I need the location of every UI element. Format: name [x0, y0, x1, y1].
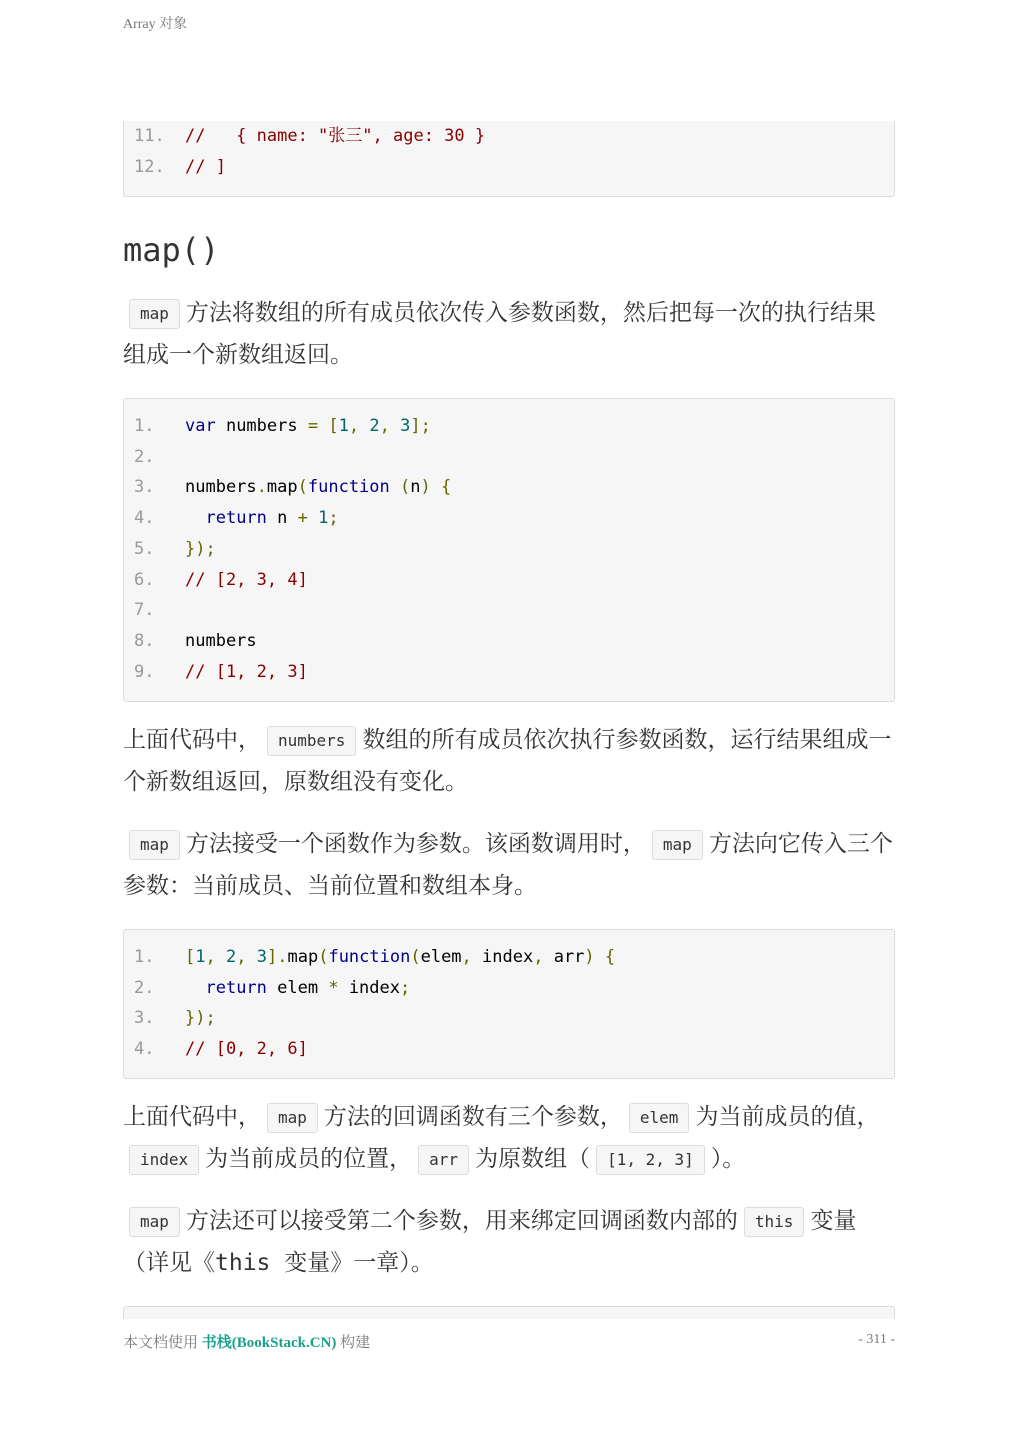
paragraph-text: 方法还可以接受第二个参数，用来绑定回调函数内部的 — [185, 1208, 738, 1234]
running-title: Array 对象 — [123, 17, 188, 32]
code-token: ( — [410, 947, 421, 967]
code-token: return — [205, 508, 267, 529]
code-token: , — [205, 947, 216, 967]
code-block-next-clipped — [123, 1306, 895, 1319]
paragraph-text: 为当前成员的值， — [695, 1104, 880, 1130]
code-token: ( — [400, 477, 411, 498]
code-token — [318, 416, 328, 436]
code-token — [308, 508, 318, 528]
code-token — [359, 416, 369, 436]
code-token: [ — [185, 947, 196, 967]
line-number: 8. — [134, 630, 155, 651]
paragraph-text: 上面代码中， — [123, 727, 261, 753]
code-token: ( — [297, 477, 308, 498]
line-number: 4. — [134, 508, 155, 529]
code-token: n — [410, 477, 421, 498]
code-token: // [0, 2, 6] — [185, 1039, 308, 1060]
inline-code: arr — [418, 1145, 469, 1175]
inline-code: index — [129, 1145, 199, 1175]
line-number: 9. — [134, 661, 155, 682]
paragraph-text: 方法向它传入三个参数：当前成员、当前位置和数组本身。 — [123, 831, 893, 899]
paragraph-text: 为当前成员的位置， — [205, 1146, 413, 1172]
paragraph-text-mono: this 变量 — [215, 1250, 331, 1276]
code-text — [185, 973, 410, 1003]
code-token: function — [307, 477, 390, 498]
code-token: , — [348, 416, 360, 436]
section-heading: map() — [123, 231, 220, 269]
code-token: , — [533, 947, 544, 967]
paragraph-text: 》一章）。 — [330, 1250, 434, 1276]
code-text — [185, 472, 451, 502]
inline-code: numbers — [267, 726, 356, 756]
paragraph-explain-1 — [123, 719, 895, 803]
code-text — [185, 411, 431, 441]
code-block-continued — [123, 121, 895, 197]
code-token — [247, 947, 257, 967]
footer-brand-link[interactable]: 书栈(BookStack.CN) — [201, 1335, 337, 1351]
footer-prefix: 本文档使用 — [123, 1335, 202, 1351]
code-token: { — [441, 477, 452, 498]
code-token: elem — [266, 977, 329, 998]
code-token: numbers — [215, 416, 308, 436]
code-text — [185, 657, 308, 687]
paragraph-text: 方法将数组的所有成员依次传入参数函数，然后把每一次的执行结果组成一个新数组返回。 — [123, 300, 876, 368]
inline-code: elem — [629, 1103, 690, 1133]
inline-code: map — [129, 830, 180, 860]
code-token: [ — [328, 416, 339, 436]
code-token: 1 — [318, 508, 329, 529]
paragraph-params — [123, 823, 895, 907]
paragraph-text: 变量（详见《 — [123, 1208, 857, 1276]
code-token: 3 — [256, 947, 267, 967]
code-text — [185, 1003, 216, 1033]
code-token: , — [236, 947, 247, 967]
code-token: 1 — [195, 947, 206, 967]
code-text — [185, 534, 216, 564]
inline-code: this — [744, 1207, 805, 1237]
code-token — [595, 947, 605, 967]
code-token: = — [307, 416, 319, 436]
paragraph-text: 方法的回调函数有三个参数， — [323, 1104, 623, 1130]
code-token: 2 — [369, 416, 380, 436]
line-number: 2. — [134, 977, 155, 998]
code-token: ; — [400, 977, 411, 998]
footer-suffix: 构建 — [336, 1335, 371, 1351]
line-number: 1. — [134, 416, 155, 436]
code-token — [185, 508, 205, 528]
line-number: 5. — [134, 538, 155, 559]
code-token: 2 — [226, 947, 237, 967]
inline-code: map — [652, 830, 703, 860]
paragraph-explain-2 — [123, 1096, 895, 1180]
code-token: elem — [420, 947, 462, 967]
code-token: index — [338, 977, 400, 998]
inline-code: map — [267, 1103, 318, 1133]
code-token: }); — [185, 538, 216, 559]
code-token: ]; — [410, 416, 431, 436]
line-number: 7. — [134, 600, 155, 621]
code-token: return — [205, 977, 267, 998]
inline-code: map — [129, 299, 180, 329]
code-text — [185, 565, 308, 595]
code-token: . — [256, 477, 267, 498]
code-text — [185, 152, 226, 182]
code-text — [185, 121, 485, 151]
line-number: 2. — [134, 446, 155, 467]
code-token: index — [471, 947, 534, 967]
code-token: // ] — [185, 156, 226, 177]
code-token: // [2, 3, 4] — [185, 569, 308, 590]
code-block-map-params — [123, 929, 895, 1079]
code-token: + — [297, 508, 308, 529]
code-text — [185, 1034, 308, 1064]
code-token: n — [266, 508, 298, 529]
code-token: { — [604, 947, 616, 967]
code-token: ]. — [267, 947, 288, 967]
paragraph-text: 方法接受一个函数作为参数。该函数调用时， — [185, 831, 646, 857]
inline-code: map — [129, 1207, 180, 1237]
code-token: 3 — [400, 416, 411, 436]
code-token: map — [287, 947, 319, 967]
code-token: numbers — [185, 630, 257, 651]
inline-code: [1, 2, 3] — [596, 1145, 705, 1175]
paragraph-map-intro — [123, 292, 895, 376]
code-token — [431, 477, 441, 497]
code-token — [390, 416, 400, 436]
line-number: 3. — [134, 477, 155, 498]
line-number: 12. — [134, 156, 165, 177]
code-block-map-example — [123, 398, 895, 702]
paragraph-text: 为原数组（ — [475, 1146, 591, 1172]
code-token: numbers — [185, 477, 257, 498]
line-number: 11. — [134, 126, 165, 146]
code-token: ) — [584, 947, 595, 967]
line-number: 1. — [134, 947, 155, 967]
code-token — [390, 477, 400, 497]
code-text — [185, 503, 339, 533]
paragraph-this-arg — [123, 1200, 895, 1284]
code-token: ; — [328, 508, 339, 529]
footer-credit — [123, 1331, 370, 1352]
paragraph-text: ）。 — [710, 1146, 746, 1172]
code-token: , — [379, 416, 390, 436]
line-number: 6. — [134, 569, 155, 590]
code-token: // [1, 2, 3] — [185, 661, 308, 682]
line-number: 4. — [134, 1039, 155, 1060]
code-token: function — [328, 947, 411, 967]
code-token: map — [266, 477, 298, 498]
paragraph-text: 上面代码中， — [123, 1104, 261, 1130]
code-token: var — [185, 416, 216, 436]
code-token — [185, 978, 205, 998]
code-token: ) — [420, 477, 431, 498]
code-token: }); — [185, 1008, 216, 1029]
code-token: // { name: "张三", age: 30 } — [185, 126, 486, 146]
code-text — [185, 942, 615, 972]
code-text — [185, 626, 257, 656]
code-token: , — [461, 947, 472, 967]
code-token — [216, 947, 226, 967]
line-number: 3. — [134, 1008, 155, 1029]
code-token: arr — [543, 947, 585, 967]
page-number: - 311 - — [858, 1332, 895, 1347]
code-token: ( — [318, 947, 329, 967]
paragraph-text: 数组的所有成员依次执行参数函数，运行结果组成一个新数组返回，原数组没有变化。 — [123, 727, 892, 795]
code-token: 1 — [338, 416, 349, 436]
code-token: * — [328, 977, 339, 998]
